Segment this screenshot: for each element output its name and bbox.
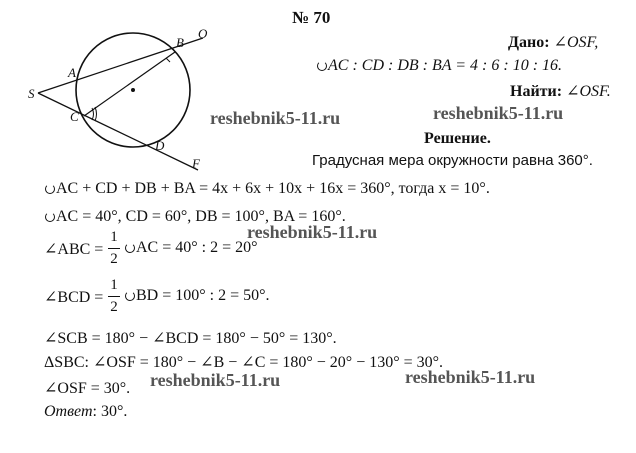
arc-icon	[124, 293, 135, 300]
solution-line-1	[44, 180, 490, 198]
solution-line-7: ∠OSF = 30°.	[44, 380, 131, 397]
center-point	[131, 88, 135, 92]
arc-icon	[124, 245, 135, 252]
answer-value: 30°.	[100, 403, 128, 420]
bcd-left: ∠BCD =	[44, 289, 104, 306]
watermark: reshebnik5-11.ru	[405, 367, 536, 387]
answer-label: Ответ	[44, 403, 93, 420]
bcd-frac-num: 1	[110, 277, 118, 293]
label-f: F	[192, 156, 200, 171]
arc-icon	[44, 214, 55, 221]
problem-title: № 70	[292, 8, 331, 27]
bcd-frac-den: 2	[110, 299, 118, 315]
abc-right-line	[124, 239, 258, 257]
watermark: reshebnik5-11.ru	[150, 370, 281, 390]
line-2-text: AC = 40°, CD = 60°, DB = 100°, BA = 160°.	[56, 208, 346, 225]
abc-frac-den: 2	[110, 251, 118, 267]
secant-sf	[38, 93, 198, 170]
abc-frac-bar	[108, 248, 120, 249]
angle-mark-b	[166, 58, 170, 62]
label-b: B	[176, 35, 184, 50]
given-label: Дано	[508, 34, 545, 51]
label-s: S	[28, 86, 35, 101]
label-c: C	[70, 109, 79, 124]
solution-heading: Решение.	[424, 130, 491, 147]
bcd-right-line	[124, 287, 270, 305]
find-label: Найти	[510, 83, 557, 100]
answer-line: Ответ: 30°.	[44, 403, 128, 420]
given-line: Дано: ∠OSF,	[508, 34, 599, 51]
arc-icon	[316, 63, 327, 70]
bcd-right: BD = 100° : 2 = 50°.	[136, 287, 270, 304]
line-1-text: AC + CD + DB + BA = 4x + 6x + 10x + 16x = 360°, тогда x = 10°.	[56, 180, 490, 197]
solution-intro: Градусная мера окружности равна 360°.	[312, 152, 593, 169]
geometry-figure	[20, 20, 220, 180]
label-o: O	[198, 26, 208, 41]
ratio-text: AC : CD : DB : BA = 4 : 6 : 10 : 16.	[328, 57, 563, 74]
label-a: A	[68, 65, 76, 80]
find-value: ∠OSF.	[566, 83, 611, 100]
angle-mark-c2	[95, 107, 97, 121]
abc-right: AC = 40° : 2 = 20°	[136, 239, 258, 256]
bcd-frac-bar	[108, 296, 120, 297]
solution-line-5: ∠SCB = 180° − ∠BCD = 180° − 50° = 130°.	[44, 330, 337, 347]
abc-frac-num: 1	[110, 229, 118, 245]
find-line: Найти: ∠OSF.	[510, 83, 611, 100]
watermark: reshebnik5-11.ru	[210, 108, 341, 128]
given-value: ∠OSF,	[553, 34, 599, 51]
watermark: reshebnik5-11.ru	[247, 222, 378, 242]
arc-icon	[44, 186, 55, 193]
solution-line-6: ΔSBC: ∠OSF = 180° − ∠B − ∠C = 180° − 20° − 130° = 30°.	[44, 354, 444, 371]
label-d: D	[155, 138, 165, 153]
watermark: reshebnik5-11.ru	[433, 103, 564, 123]
chord-cb	[84, 52, 175, 116]
ratio-line	[316, 57, 562, 75]
abc-left: ∠ABC =	[44, 241, 104, 258]
